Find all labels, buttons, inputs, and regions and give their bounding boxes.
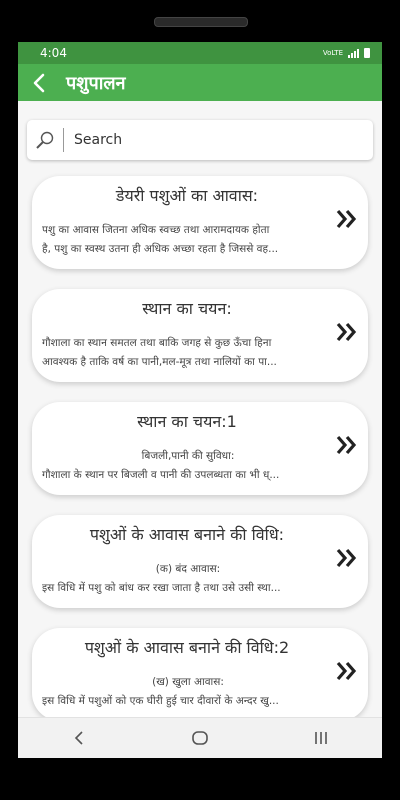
home-circle-icon xyxy=(191,730,209,746)
card-description-line: (क) बंद आवास: xyxy=(155,563,221,575)
card-description-line: आवश्यक है ताकि वर्ष का पानी,मल-मूत्र तथा नालियों का पा... xyxy=(42,356,277,368)
back-arrow-icon xyxy=(32,73,46,93)
search-bar[interactable] xyxy=(27,120,373,160)
status-icons xyxy=(323,48,370,58)
double-chevron-right-icon xyxy=(336,432,358,458)
list-item[interactable] xyxy=(32,402,368,495)
card-description-line: गौशाला के स्थान पर बिजली व पानी की उपलब्धता का भी ध्... xyxy=(42,469,280,481)
back-button[interactable] xyxy=(18,64,60,101)
volte-label: VoLTE xyxy=(322,49,343,57)
system-nav-bar xyxy=(18,717,382,758)
double-chevron-right-icon xyxy=(336,206,358,232)
list-item[interactable] xyxy=(32,515,368,608)
card-title: डेयरी पशुओं का आवास: xyxy=(115,186,259,205)
card-description-line: गौशाला का स्थान समतल तथा बाकि जगह से कुछ ऊँचा हिना xyxy=(42,337,272,349)
status-time: 4:04 xyxy=(40,46,67,60)
card-description xyxy=(42,221,334,259)
card-description xyxy=(42,334,334,372)
card-title: पशुओं के आवास बनाने की विधि:2 xyxy=(84,638,290,657)
list-item[interactable] xyxy=(32,176,368,269)
double-chevron-right-icon xyxy=(336,658,358,684)
search-icon xyxy=(27,130,63,150)
list-item[interactable] xyxy=(32,289,368,382)
nav-recents-button[interactable] xyxy=(301,723,341,753)
signal-icon xyxy=(348,49,359,58)
card-title: स्थान का चयन:1 xyxy=(137,412,237,431)
card-description-line: बिजली,पानी की सुविधा: xyxy=(141,450,235,462)
double-chevron-right-icon xyxy=(336,545,358,571)
card-description xyxy=(42,673,334,711)
search-divider xyxy=(63,128,64,152)
card-description-line: पशु का आवास जितना अधिक स्वच्छ तथा आरामदायक होता xyxy=(42,224,270,236)
earpiece-speaker xyxy=(154,17,248,27)
app-bar xyxy=(18,64,382,101)
back-chevron-icon xyxy=(73,730,85,746)
phone-screen xyxy=(18,42,382,758)
nav-back-button[interactable] xyxy=(59,723,99,753)
page-title: पशुपालन xyxy=(66,72,126,94)
card-description xyxy=(42,447,334,485)
recents-icon xyxy=(313,730,329,746)
card-description-line: इस विधि में पशुओं को एक घीरी हुई चार दीवारों के अन्दर खु... xyxy=(42,695,279,707)
nav-home-button[interactable] xyxy=(180,723,220,753)
card-description-line: इस विधि में पशु को बांध कर रखा जाता है तथा उसे उसी स्था... xyxy=(42,582,281,594)
card-title: स्थान का चयन: xyxy=(142,299,232,318)
search-input[interactable]: Search xyxy=(74,132,123,148)
double-chevron-right-icon xyxy=(336,319,358,345)
battery-icon xyxy=(364,48,370,58)
card-description xyxy=(42,560,334,598)
card-title: पशुओं के आवास बनाने की विधि: xyxy=(89,525,285,544)
list-item[interactable] xyxy=(32,628,368,721)
card-description-line: है, पशु का स्वस्थ उतना ही अधिक अच्छा रहता है जिससे वह... xyxy=(42,243,279,255)
status-bar xyxy=(18,42,382,64)
card-description-line: (ख) खुला आवास: xyxy=(152,676,224,688)
